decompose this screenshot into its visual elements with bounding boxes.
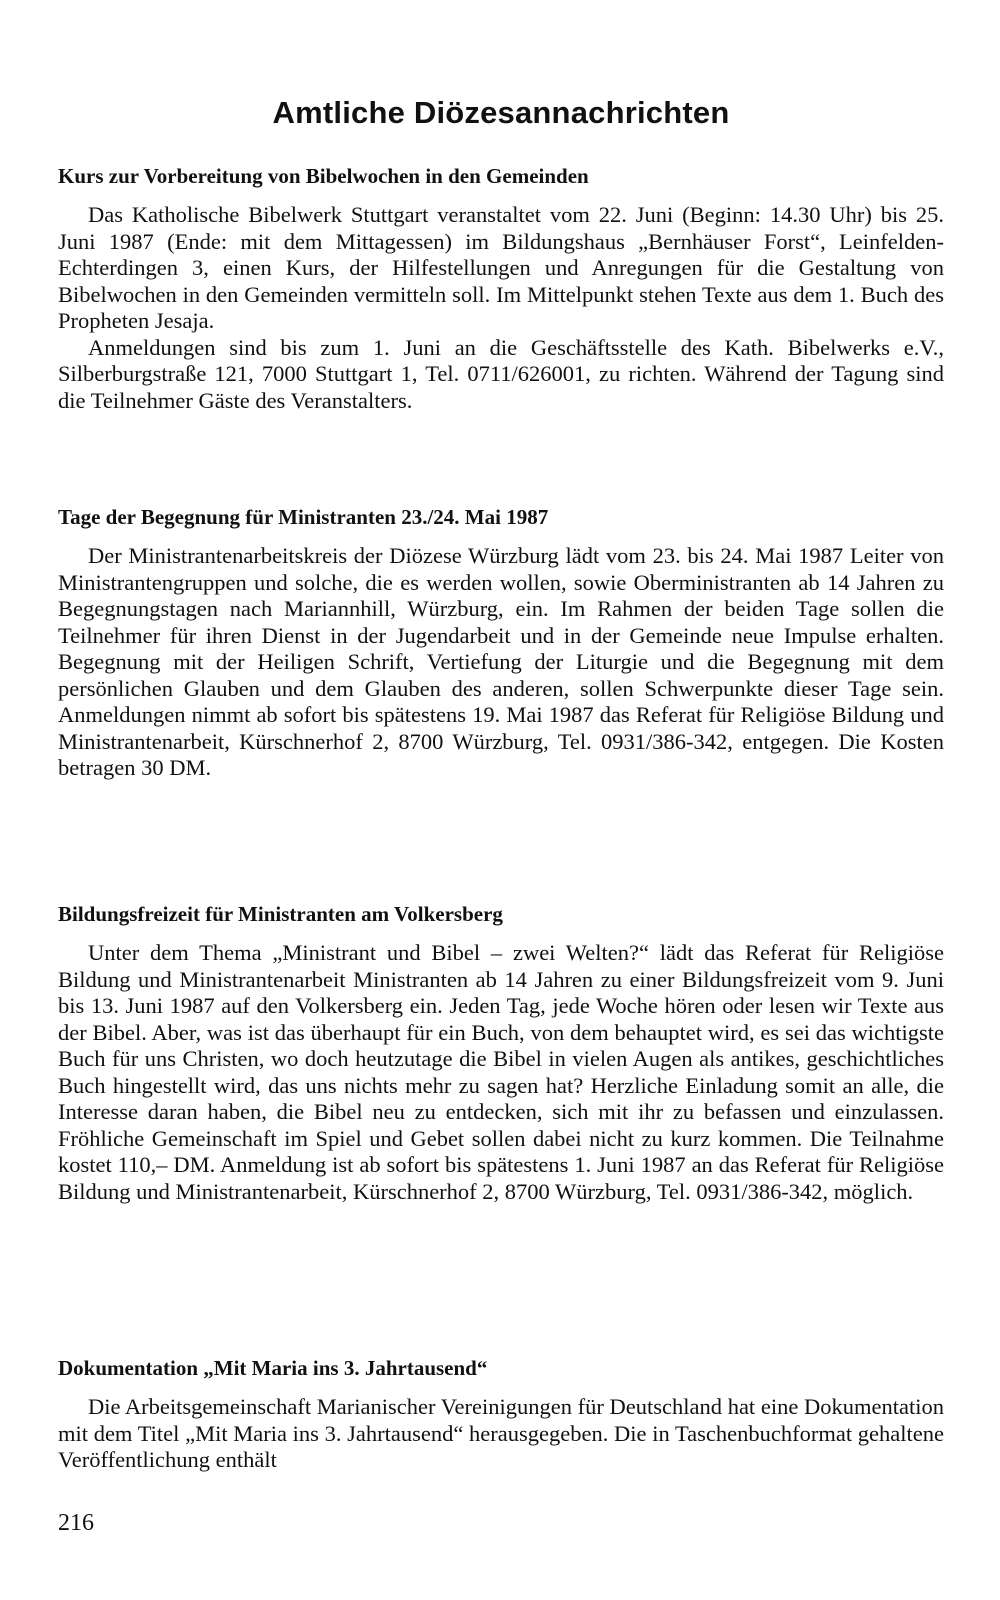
- section-heading: Dokumentation „Mit Maria ins 3. Jahrtausend“: [58, 1356, 488, 1380]
- paragraph: Unter dem Thema „Ministrant und Bibel – zwei Welten?“ lädt das Referat für Religiöse Bildung und Ministrantenarbeit Ministranten ab 14 Jahren zu einer Bildungsfreizeit vom 9. Juni bis 13. Juni 1987 auf den Volkersberg ein. Jeden Tag, jede Woche hören oder lesen wir Texte aus der Bibel. Aber, was ist das überhaupt für ein Buch, von dem behauptet wird, es sei das wichtigste Buch für uns Christen, wo doch heutzutage die Bibel in vielen Augen als antikes, geschichtliches Buch hingestellt wird, das uns nichts mehr zu sagen hat? Herzliche Einladung somit an alle, die Interesse daran haben, die Bibel neu zu entdecken, sich mit ihr zu befassen und einzulassen. Fröhliche Gemeinschaft im Spiel und Gebet sollen dabei nicht zu kurz kommen. Die Teilnahme kostet 110,– DM. Anmeldung ist ab sofort bis spätestens 1. Juni 1987 an das Referat für Religiöse Bildung und Ministrantenarbeit, Kürschnerhof 2, 8700 Würzburg, Tel. 0931/386-342, möglich.: [58, 940, 944, 1204]
- section-heading: Kurs zur Vorbereitung von Bibelwochen in den Gemeinden: [58, 164, 589, 188]
- section-bildungsfreizeit: [58, 902, 944, 1205]
- section-tage-der-begegnung: [58, 505, 944, 782]
- section-heading: Bildungsfreizeit für Ministranten am Volkersberg: [58, 902, 503, 926]
- paragraph: Anmeldungen sind bis zum 1. Juni an die Geschäftsstelle des Kath. Bibelwerks e.V., Silberburgstraße 121, 7000 Stuttgart 1, Tel. 0711/626001, zu richten. Während der Tagung sind die Teilnehmer Gäste des Veranstalters.: [58, 334, 944, 413]
- paragraph: Die Arbeitsgemeinschaft Marianischer Vereinigungen für Deutschland hat eine Dokumentation mit dem Titel „Mit Maria ins 3. Jahrtausend“ herausgegeben. Die in Taschenbuchformat gehaltene Veröffentlichung enthält: [58, 1394, 944, 1472]
- section-heading: Tage der Begegnung für Ministranten 23./24. Mai 1987: [58, 505, 549, 529]
- page-title: Amtliche Diözesannachrichten: [272, 94, 730, 130]
- document-page: [58, 0, 944, 1600]
- section-bibelwochen-kurs: [58, 164, 944, 414]
- paragraph: Das Katholische Bibelwerk Stuttgart veranstaltet vom 22. Juni (Beginn: 14.30 Uhr) bis 25. Juni 1987 (Ende: mit dem Mittagessen) im Bildungshaus „Bernhäuser Forst“, Leinfelden-Echterdingen 3, einen Kurs, der Hilfestellungen und Anregungen für die Gestaltung von Bibelwochen in den Gemeinden vermitteln soll. Im Mittelpunkt stehen Texte aus dem 1. Buch des Propheten Jesaja.: [58, 202, 944, 333]
- page-number: 216: [58, 1510, 94, 1536]
- paragraph: Der Ministrantenarbeitskreis der Diözese Würzburg lädt vom 23. bis 24. Mai 1987 Leiter von Ministrantengruppen und solche, die es werden wollen, sowie Oberministranten ab 14 Jahren zu Begegnungstagen nach Mariannhill, Würzburg, ein. Im Rahmen der beiden Tage sollen die Teilnehmer für ihren Dienst in der Jugendarbeit und in der Gemeinde neue Impulse erhalten. Begegnung mit der Heiligen Schrift, Vertiefung der Liturgie und die Begegnung mit dem persönlichen Glauben und dem Glauben des anderen, sollen Schwerpunkte dieser Tage sein. Anmeldungen nimmt ab sofort bis spätestens 19. Mai 1987 das Referat für Religiöse Bildung und Ministrantenarbeit, Kürschnerhof 2, 8700 Würzburg, Tel. 0931/386-342, entgegen. Die Kosten betragen 30 DM.: [58, 543, 944, 780]
- section-dokumentation: [58, 1356, 944, 1474]
